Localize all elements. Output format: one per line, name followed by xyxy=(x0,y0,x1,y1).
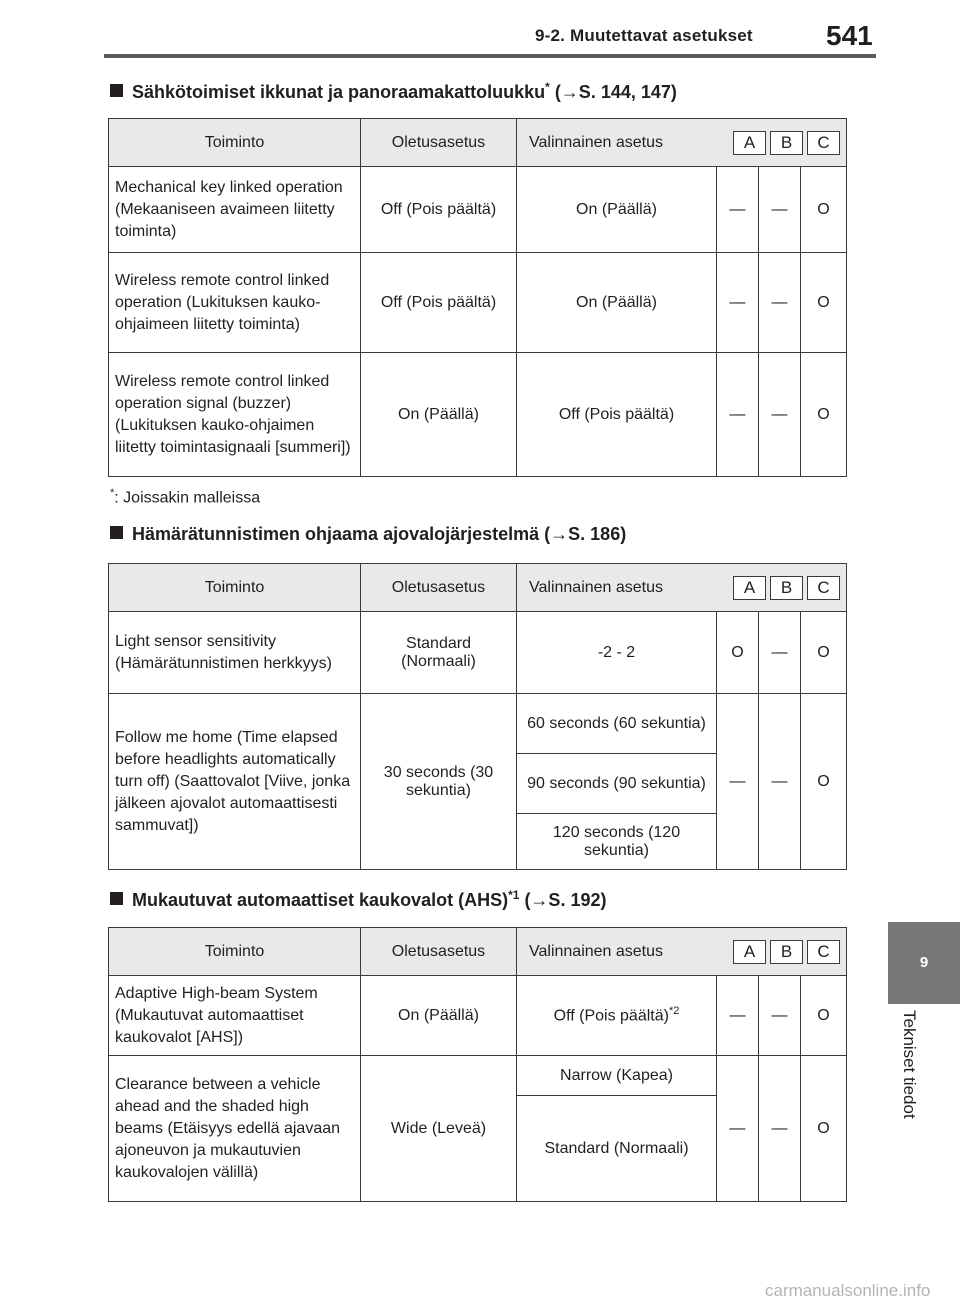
table-row: Mechanical key linked operation (Mekaaniseen avaimeen liitetty toiminta) Off (Pois päältä) On (Päällä) — — O xyxy=(109,167,847,253)
col-function: Toiminto xyxy=(109,564,361,612)
page-number: 541 xyxy=(826,20,873,51)
table-row: Wireless remote control linked operation (Lukituksen kauko-ohjaimeen liitetty toiminta) Off (Pois päältä) On (Päällä) — — O xyxy=(109,253,847,353)
settings-table xyxy=(108,563,847,870)
table-header-row xyxy=(109,119,847,167)
square-bullet-icon xyxy=(110,526,123,539)
col-default: Oletusasetus xyxy=(361,564,517,612)
page-header xyxy=(0,0,960,58)
table-header-row xyxy=(109,564,847,612)
section-heading: Mukautuvat automaattiset kaukovalot (AHS)$^{*1}$ (→S. 192) xyxy=(110,888,606,911)
section-heading: Sähkötoimiset ikkunat ja panoraamakattoluukku* (→S. 144, 147) xyxy=(110,80,677,103)
table-row: Wireless remote control linked operation signal (buzzer) (Lukituksen kauko-ohjaimen liitetty toimintasignaali [summeri]) On (Päällä) Off (Pois päältä) — — O xyxy=(109,353,847,477)
table-row: Clearance between a vehicle ahead and the shaded high beams (Etäisyys edellä ajavaan ajoneuvon ja mukautuvien kaukovalojen välillä) Wide (Leveä) Narrow (Kapea) — — O xyxy=(109,1056,847,1096)
square-bullet-icon xyxy=(110,84,123,97)
table-row: Adaptive High-beam System (Mukautuvat automaattiset kaukovalot [AHS]) On (Päällä) Off (Pois päältä)$^{*2}$ — — O xyxy=(109,976,847,1056)
table-row: Follow me home (Time elapsed before headlights automatically turn off) (Saattovalot [Viive, jonka jälkeen ajovalot automaattisesti sammuvat]) 30 seconds (30 sekuntia) 60 seconds (60 sekuntia) — — O xyxy=(109,694,847,754)
table-row: 120 seconds (120 sekuntia) xyxy=(109,814,847,870)
section-title: 9-2. Muutettavat asetukset xyxy=(535,26,753,45)
col-function: Toiminto xyxy=(109,119,361,167)
table-row: Light sensor sensitivity (Hämärätunnistimen herkkyys) Standard (Normaali) -2 - 2 O — O xyxy=(109,612,847,694)
col-optional: Valinnainen asetus A B C xyxy=(517,564,847,612)
watermark: carmanualsonline.info xyxy=(765,1281,931,1300)
table-header-row xyxy=(109,928,847,976)
square-bullet-icon xyxy=(110,892,123,905)
table-row: Standard (Normaali) xyxy=(109,1096,847,1202)
col-function: Toiminto xyxy=(109,928,361,976)
col-optional: Valinnainen asetus A B C xyxy=(517,928,847,976)
section-heading: Hämärätunnistimen ohjaama ajovalojärjestelmä (→S. 186) xyxy=(110,524,626,545)
chapter-label: Tekniset tiedot xyxy=(900,1010,919,1119)
settings-table xyxy=(108,927,847,1202)
settings-table xyxy=(108,118,847,477)
table-row: 90 seconds (90 sekuntia) xyxy=(109,754,847,814)
footnote: *: Joissakin malleissa xyxy=(110,487,261,507)
header-divider xyxy=(104,54,876,58)
chapter-tab[interactable]: 9 xyxy=(888,922,960,1004)
col-default: Oletusasetus xyxy=(361,119,517,167)
col-default: Oletusasetus xyxy=(361,928,517,976)
col-optional: Valinnainen asetus A B C xyxy=(517,119,847,167)
